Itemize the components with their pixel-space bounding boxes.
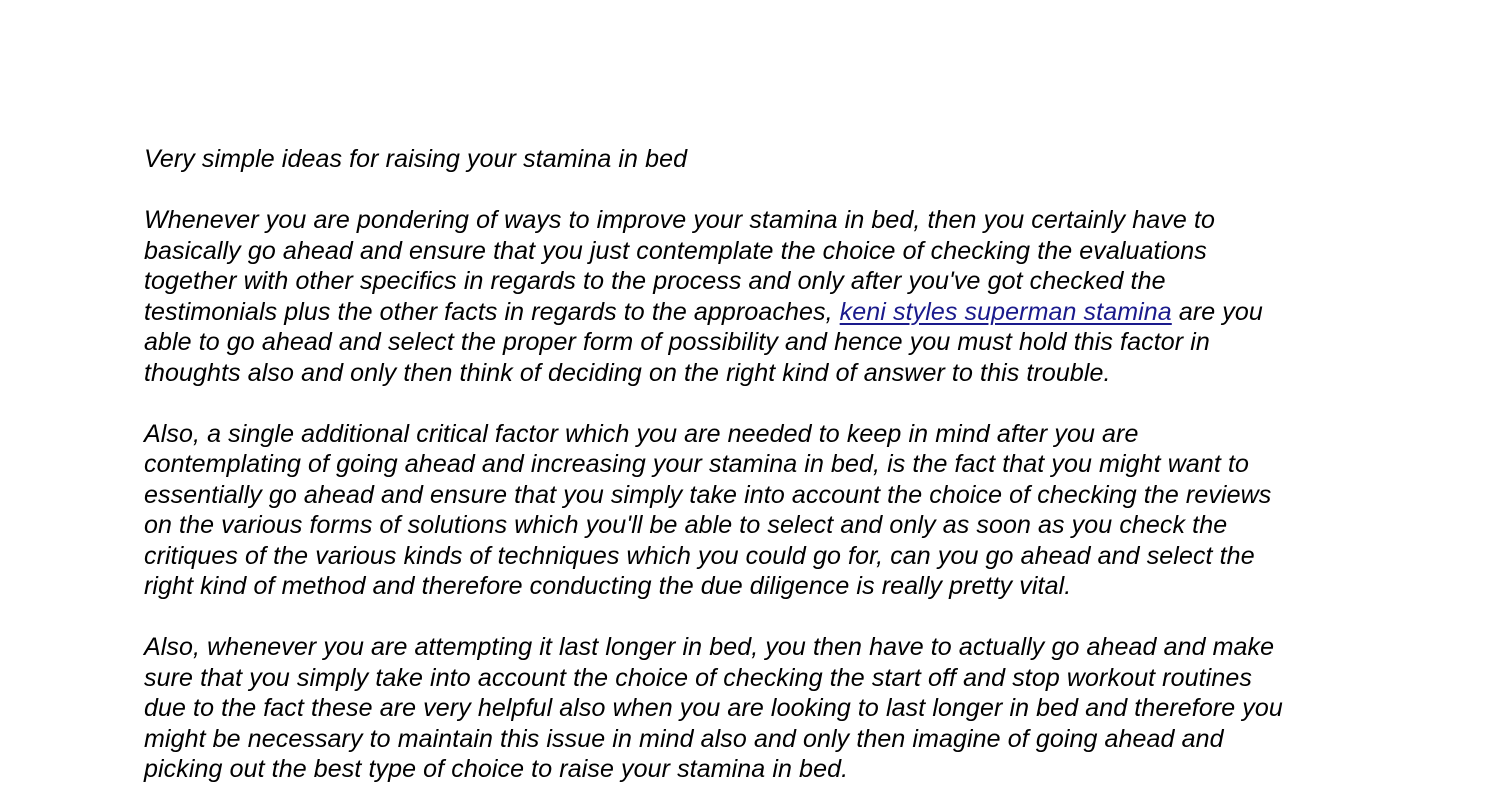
paragraph-2-line: essentially go ahead and ensure that you simply take into account the choice of checking the reviews (144, 480, 1272, 509)
paragraph-1-line: basically go ahead and ensure that you just contemplate the choice of checking the evaluations (144, 236, 1207, 265)
paragraph-3-line: picking out the best type of choice to raise your stamina in bed. (144, 755, 849, 783)
paragraph-1 (144, 205, 1354, 388)
paragraph-3-line: Also, whenever you are attempting it last longer in bed, you then have to actually go ahead and make (144, 633, 1275, 661)
paragraph-2 (144, 419, 1354, 602)
link-prefix-text: testimonials plus the other facts in regards to the approaches, (144, 297, 840, 326)
link-suffix-text: are you (1171, 297, 1263, 326)
paragraph-2-line: on the various forms of solutions which you'll be able to select and only as soon as you check the (144, 511, 1228, 539)
paragraph-2-line: right kind of method and therefore conducting the due diligence is really pretty vital. (144, 572, 1072, 600)
paragraph-1-line: able to go ahead and select the proper form of possibility and hence you must hold this factor in (144, 328, 1210, 356)
paragraph-1-line: together with other specifics in regards to the process and only after you've got checked the (144, 267, 1166, 295)
document-title: Very simple ideas for raising your stamina in bed (144, 145, 688, 173)
paragraph-3-line: sure that you simply take into account the choice of checking the start off and stop workout routines (144, 663, 1252, 692)
paragraph-2-line: contemplating of going ahead and increasing your stamina in bed, is the fact that you might want to (144, 450, 1250, 478)
paragraph-1-line-with-link (144, 297, 1354, 328)
paragraph-1-line: Whenever you are pondering of ways to improve your stamina in bed, then you certainly have to (144, 206, 1215, 234)
paragraph-3-line: might be necessary to maintain this issue in mind also and only then imagine of going ahead and (144, 724, 1224, 753)
superman-stamina-link[interactable]: keni styles superman stamina (839, 297, 1172, 326)
paragraph-3 (144, 632, 1354, 785)
paragraph-2-line: critiques of the various kinds of techniques which you could go for, can you go ahead and select the (144, 541, 1255, 570)
paragraph-2-line: Also, a single additional critical factor which you are needed to keep in mind after you are (144, 419, 1139, 448)
document-body (144, 144, 1354, 785)
paragraph-3-line: due to the fact these are very helpful also when you are looking to last longer in bed and therefore you (144, 694, 1283, 722)
paragraph-1-line: thoughts also and only then think of deciding on the right kind of answer to this trouble. (144, 358, 1111, 387)
